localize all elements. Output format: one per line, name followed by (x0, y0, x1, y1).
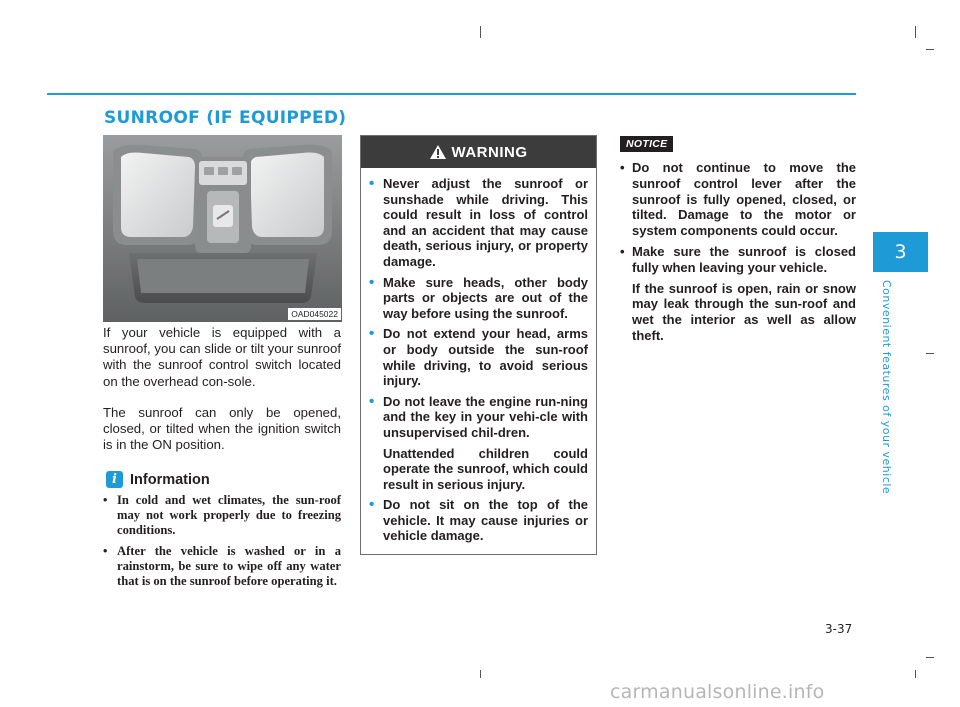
warning-item (369, 394, 588, 493)
crop-mark (915, 26, 916, 38)
notice-item-text: Do not continue to move the sunroof control lever after the sunroof is fully opened, closed, or tilted. Damage to the motor or system components could occur. (632, 160, 856, 239)
warning-list (361, 168, 596, 544)
crop-mark (926, 49, 934, 50)
warning-item (369, 326, 588, 388)
crop-mark (926, 657, 934, 658)
notice-item (620, 244, 856, 344)
information-title: Information (130, 472, 210, 488)
section-title: SUNROOF (IF EQUIPPED) (104, 108, 347, 128)
warning-triangle-icon (430, 145, 446, 159)
warning-item-text: Make sure heads, other body parts or objects are out of the way before using the sunroof. (383, 274, 588, 321)
notice-item (620, 160, 856, 239)
photo-code: OAD045022 (288, 308, 341, 320)
warning-item (369, 176, 588, 270)
overhead-console-illustration (103, 135, 342, 322)
chapter-name: Convenient features of your vehicle (880, 280, 893, 495)
warning-title: WARNING (451, 143, 528, 161)
information-icon: i (106, 471, 123, 488)
information-list (103, 493, 341, 595)
information-item: • After the vehicle is washed or in a rainstorm, be sure to wipe off any water that is on the sunroof before operating it. (103, 544, 341, 589)
body-paragraph: If your vehicle is equipped with a sunroof, you can slide or tilt your sunroof with the sunroof control switch located on the overhead con-sole. (103, 325, 341, 389)
crop-mark (915, 670, 916, 678)
crop-mark (480, 670, 481, 678)
warning-item-text: Do not extend your head, arms or body outside the sun-roof while driving, to avoid serious injury. (383, 326, 588, 389)
warning-header (361, 136, 596, 168)
notice-list (620, 160, 856, 349)
body-paragraph: The sunroof can only be opened, closed, or tilted when the ignition switch is in the ON position. (103, 405, 341, 453)
warning-item-extra: Unattended children could operate the sunroof, which could result in serious injury. (383, 445, 588, 492)
warning-item (369, 275, 588, 322)
warning-item-text: Do not leave the engine run-ning and the key in your vehi-cle with unsupervised chil-dren. (383, 393, 588, 440)
header-rule (47, 93, 856, 95)
information-item: • In cold and wet climates, the sun-roof may not work properly due to freezing conditions. (103, 493, 341, 538)
notice-badge: NOTICE (620, 136, 673, 152)
crop-mark (926, 353, 934, 354)
watermark: carmanualsonline.info (610, 681, 825, 703)
warning-item-text: Do not sit on the top of the vehicle. It may cause injuries or vehicle damage. (383, 497, 588, 544)
crop-mark (480, 26, 481, 38)
warning-item (369, 497, 588, 544)
overhead-console-photo (103, 135, 342, 322)
notice-item-extra: If the sunroof is open, rain or snow may leak through the sun-roof and wet the interior as well as allow theft. (632, 280, 856, 343)
chapter-number-tab: 3 (873, 232, 928, 272)
notice-item-text: Make sure the sunroof is closed fully when leaving your vehicle. (632, 243, 856, 275)
page-number: 3-37 (825, 622, 853, 636)
warning-box (360, 135, 597, 555)
warning-item-text: Never adjust the sunroof or sunshade while driving. This could result in loss of control and an accident that may cause death, serious injury, or property damage. (383, 176, 588, 269)
